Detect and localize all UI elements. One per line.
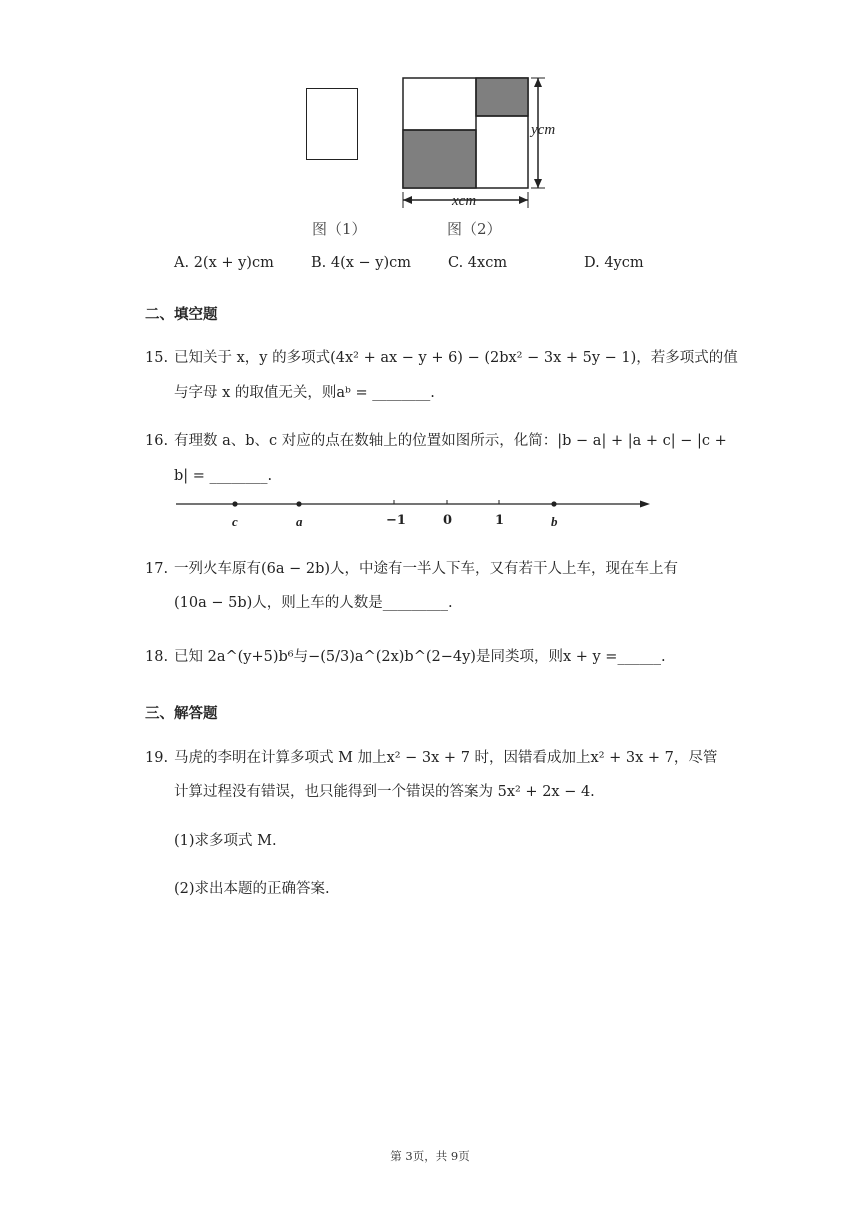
point-a — [296, 501, 301, 506]
point-b — [551, 501, 556, 506]
point-c — [232, 501, 237, 506]
axis-label-a: a — [296, 514, 303, 529]
option-d: D. 4ycm — [584, 255, 644, 271]
q17-number: 17. — [145, 561, 169, 577]
q16-line2: b| = ________. — [174, 468, 273, 484]
q18-number: 18. — [145, 649, 169, 665]
q15-number: 15. — [145, 350, 169, 366]
q17-line1: 一列火车原有(6a − 2b)人，中途有一半人下车，又有若干人上车，现在车上有 — [174, 561, 679, 577]
option-a: A. 2(x + y)cm — [174, 255, 274, 271]
q16-number-line — [174, 492, 654, 532]
fig1-caption: 图（1） — [312, 220, 367, 238]
fig2-y-label: ycm — [531, 122, 556, 138]
figure-1-rectangle — [306, 88, 358, 160]
section-answer-heading: 三、解答题 — [145, 705, 218, 722]
figure-2-diagram — [395, 72, 565, 212]
q15-line2: 与字母 x 的取值无关，则aᵇ = ________. — [174, 385, 435, 401]
q17-line2: (10a − 5b)人，则上车的人数是_________. — [174, 595, 453, 611]
fig2-caption: 图（2） — [447, 220, 502, 238]
q16-line1: 有理数 a、b、c 对应的点在数轴上的位置如图所示，化简：|b − a| + |a + c| − |c + — [174, 433, 727, 449]
q19-number: 19. — [145, 750, 169, 766]
option-c: C. 4xcm — [448, 255, 508, 271]
q19-line2: 计算过程没有错误，也只能得到一个错误的答案为 5x² + 2x − 4. — [174, 784, 595, 800]
section-fill-in-heading: 二、填空题 — [145, 306, 218, 323]
fig2-shaded-bottom-left — [403, 130, 476, 188]
q19-part2: (2)求出本题的正确答案. — [174, 881, 330, 897]
q16-number: 16. — [145, 433, 169, 449]
q15-line1: 已知关于 x，y 的多项式(4x² + ax − y + 6) − (2bx² − 3x + 5y − 1)，若多项式的值 — [174, 350, 738, 366]
q19-line1: 马虎的李明在计算多项式 M 加上x² − 3x + 7 时，因错看成加上x² + 3x + 7，尽管 — [174, 750, 718, 766]
axis-label-0: 0 — [443, 513, 453, 528]
fig2-shaded-top-right — [476, 78, 528, 116]
fig2-x-label: xcm — [452, 193, 477, 209]
q19-part1: (1)求多项式 M. — [174, 833, 277, 849]
page-footer: 第 3页，共 9页 — [390, 1149, 470, 1163]
axis-label-c: c — [232, 514, 238, 529]
option-b: B. 4(x − y)cm — [311, 255, 412, 271]
axis-label-minus1: −1 — [386, 513, 406, 528]
axis-label-1: 1 — [495, 513, 505, 528]
q18-text: 已知 2a^(y+5)b⁶与−(5/3)a^(2x)b^(2−4y)是同类项，则x + y =______. — [174, 649, 666, 665]
axis-label-b: b — [551, 514, 558, 529]
